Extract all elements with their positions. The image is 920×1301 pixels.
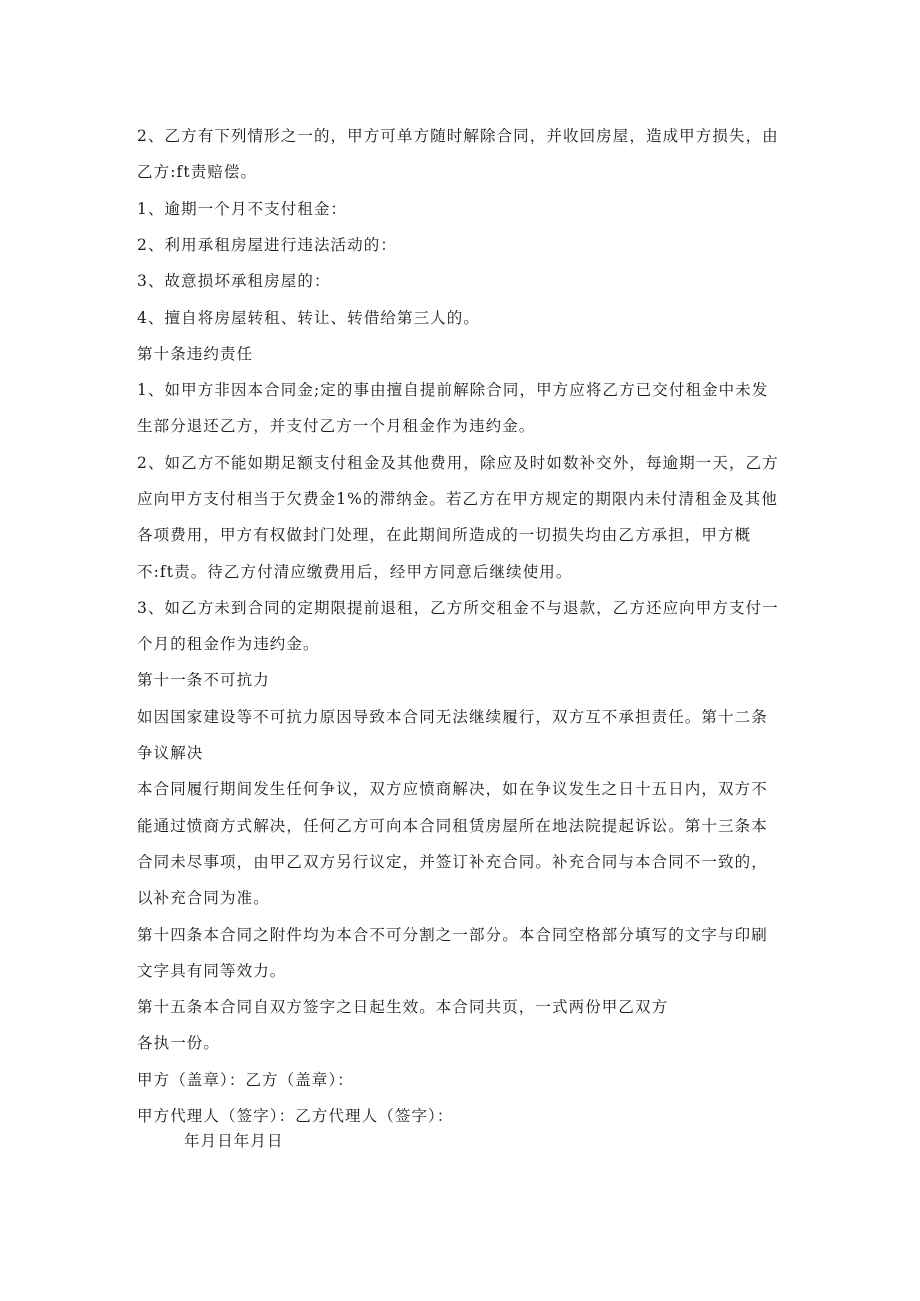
article-10-3-line-2: 个月的租金作为违约金。: [137, 635, 320, 653]
article-15-line-1: 第十五条本合同自双方签字之日起生效。本合同共页，一式两份甲乙双方: [137, 998, 669, 1016]
article-12-body-line-1: 本合同履行期间发生任何争议，双方应愤商解决，如在争议发生之日十五日内，双方不: [137, 780, 768, 798]
article-10-2-line-2: 应向甲方支付相当于欠费金1%的滞纳金。若乙方在甲方规定的期限内未付清租金及其他: [137, 490, 778, 508]
agent-signature-line: 甲方代理人（签字）：乙方代理人（签字）：: [137, 1107, 454, 1125]
article-10-3-line-1: 3、如乙方未到合同的定期限提前退租，乙方所交租金不与退款，乙方还应向甲方支付一: [137, 599, 779, 617]
clause-9-2-item-2: 2、利用承租房屋进行违法活动的：: [137, 236, 397, 254]
clause-9-2-item-4: 4、擅自将房屋转租、转让、转借给第三人的。: [137, 309, 480, 327]
article-14-line-2: 文字具有同等效力。: [137, 962, 287, 980]
clause-9-2-item-3: 3、故意损坏承租房屋的：: [137, 272, 331, 290]
article-14-line-1: 第十四条本合同之附件均为本合不可分割之一部分。本合同空格部分填写的文字与印刷: [137, 926, 768, 944]
article-12-heading: 争议解决: [137, 744, 204, 762]
article-10-1-line-2: 生部分退还乙方，并支付乙方一个月租金作为违约金。: [137, 417, 536, 435]
article-10-2-line-4: 不:ft责。待乙方付清应缴费用后，经甲方同意后继续使用。: [137, 563, 573, 581]
clause-9-2-item-1: 1、逾期一个月不支付租金：: [137, 200, 348, 218]
article-10-2-line-3: 各项费用，甲方有权做封门处理，在此期间所造成的一切损失均由乙方承担，甲方概: [137, 526, 752, 544]
seal-line: 甲方（盖章）：乙方（盖章）：: [137, 1071, 354, 1089]
article-12-body-line-2: 能通过愤商方式解决，任何乙方可向本合同租赁房屋所在地法院提起诉讼。第十三条本: [137, 817, 768, 835]
clause-9-2-line-2: 乙方:ft责赔偿。: [137, 163, 258, 181]
article-10-heading: 第十条违约责任: [137, 345, 254, 363]
article-10-1-line-1: 1、如甲方非因本合同金;定的事由擅自提前解除合同，甲方应将乙方已交付租金中未发: [137, 381, 769, 399]
article-13-body-line-2: 以补充合同为准。: [137, 889, 270, 907]
article-11-heading: 第十一条不可抗力: [137, 671, 270, 689]
article-10-2-line-1: 2、如乙方不能如期足额支付租金及其他费用，除应及时如数补交外，每逾期一天，乙方: [137, 454, 779, 472]
article-11-body-line-1: 如因国家建设等不可抗力原因导致本合同无法继续履行，双方互不承担责任。第十二条: [137, 708, 768, 726]
article-15-line-2: 各执一份。: [137, 1034, 221, 1052]
article-13-body-line-1: 合同未尽事项，由甲乙双方另行议定，并签订补充合同。补充合同与本合同不一致的，: [137, 853, 768, 871]
date-line: 年月日年月日: [184, 1132, 284, 1150]
clause-9-2-line-1: 2、乙方有下列情形之一的，甲方可单方随时解除合同，并收回房屋，造成甲方损失，由: [137, 127, 779, 145]
